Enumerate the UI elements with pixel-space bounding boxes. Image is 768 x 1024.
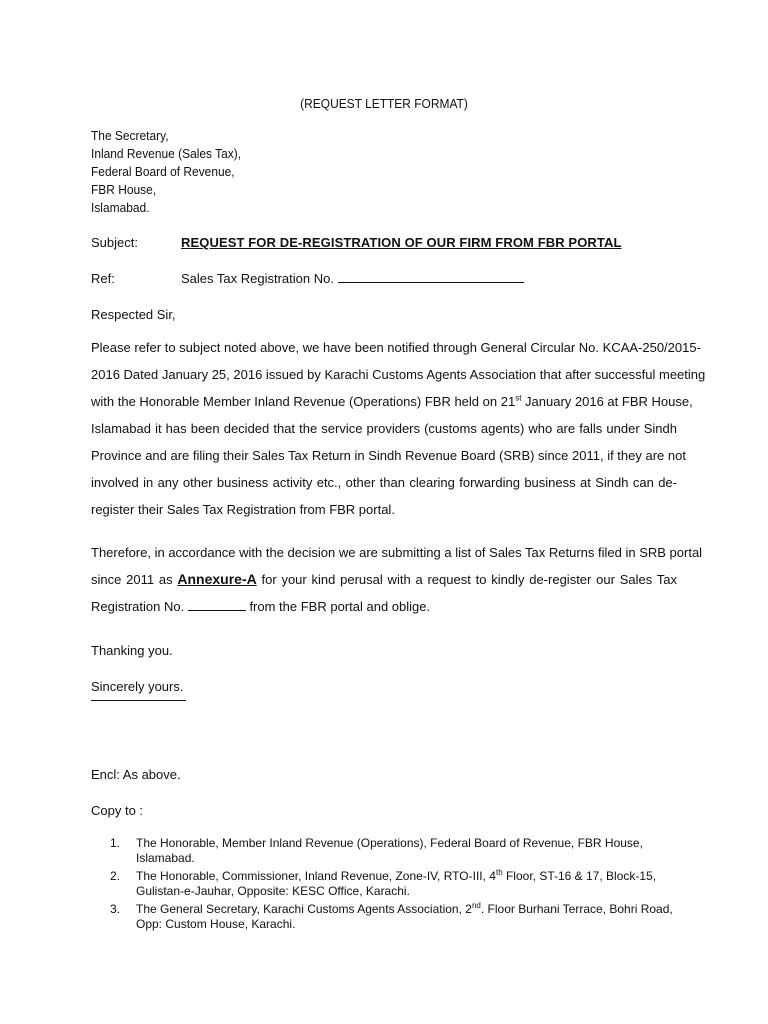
paragraph-1 xyxy=(91,334,706,523)
copy-list-item xyxy=(110,902,680,932)
para-text: Registration No. xyxy=(91,599,188,614)
para-text: with the Honorable Member Inland Revenue (Operations) FBR held on 21 xyxy=(91,394,516,409)
ref-blank-line xyxy=(338,271,524,283)
addressee-line: Inland Revenue (Sales Tax), xyxy=(91,146,242,161)
copy-list-item xyxy=(110,836,680,866)
subject-label: Subject: xyxy=(91,235,138,250)
enclosure-line: Encl: As above. xyxy=(91,767,181,782)
addressee-line: FBR House, xyxy=(91,182,157,197)
addressee-line: Islamabad. xyxy=(91,200,150,215)
para-line: Islamabad it has been decided that the service providers (customs agents) who are falls under Sindh xyxy=(91,421,677,436)
closing-line: Sincerely yours. xyxy=(91,679,184,694)
ref-text: Sales Tax Registration No. xyxy=(181,271,334,286)
annexure-link-text: Annexure-A xyxy=(177,571,257,587)
superscript: st xyxy=(515,393,522,403)
para-line: 2016 Dated January 25, 2016 issued by Karachi Customs Agents Association that after successful meeting xyxy=(91,367,706,382)
list-number: 1. xyxy=(110,836,121,850)
para-text: since 2011 as xyxy=(91,572,178,587)
copy-to-list xyxy=(110,836,680,935)
subject-row xyxy=(91,235,622,250)
para-line xyxy=(91,566,677,593)
list-text: The General Secretary, Karachi Customs Agents Association, 2 xyxy=(136,902,472,916)
para-line xyxy=(91,388,693,415)
list-number: 2. xyxy=(110,869,121,883)
para-text: for your kind perusal with a request to kindly de-register our Sales Tax xyxy=(256,572,677,587)
list-text: . Floor Burhani Terrace, Bohri Road, Opp: Custom House, Karachi. xyxy=(136,902,673,931)
para-line xyxy=(91,593,677,620)
addressee-block xyxy=(91,127,254,217)
superscript: nd xyxy=(471,901,481,910)
para-text: from the FBR portal and oblige. xyxy=(245,599,431,614)
addressee-line: Federal Board of Revenue, xyxy=(91,164,235,179)
subject-text: REQUEST FOR DE-REGISTRATION OF OUR FIRM FROM FBR PORTAL xyxy=(181,235,622,250)
list-text: The Honorable, Commissioner, Inland Revenue, Zone-IV, RTO-III, 4 xyxy=(136,869,496,883)
para-text: January 2016 at FBR House, xyxy=(521,394,693,409)
list-text: The Honorable, Member Inland Revenue (Operations), Federal Board of Revenue, FBR House, Islamabad. xyxy=(136,836,643,865)
thanks-line: Thanking you. xyxy=(91,643,173,658)
superscript: th xyxy=(495,868,503,877)
para-line: Province and are filing their Sales Tax Return in Sindh Revenue Board (SRB) since 2011, if they are not xyxy=(91,448,686,463)
para-line: register their Sales Tax Registration from FBR portal. xyxy=(91,502,395,517)
document-title: (REQUEST LETTER FORMAT) xyxy=(300,96,468,111)
paragraph-2 xyxy=(91,539,703,620)
list-number: 3. xyxy=(110,902,121,916)
para-line: involved in any other business activity etc., other than clearing forwarding business at Sindh can de- xyxy=(91,475,677,490)
para-line: Please refer to subject noted above, we have been notified through General Circular No. KCAA-250/2015- xyxy=(91,340,701,355)
addressee-line: The Secretary, xyxy=(91,128,169,143)
ref-label: Ref: xyxy=(91,271,115,286)
ref-row xyxy=(91,271,524,286)
copy-list-item xyxy=(110,869,680,899)
salutation: Respected Sir, xyxy=(91,307,176,322)
list-text: Floor, ST-16 & 17, Block-15, Gulistan-e-Jauhar, Opposite: KESC Office, Karachi. xyxy=(136,869,657,898)
signature-line xyxy=(91,700,186,701)
copy-to-heading: Copy to : xyxy=(91,803,144,818)
registration-blank-line xyxy=(188,599,246,611)
para-line: Therefore, in accordance with the decision we are submitting a list of Sales Tax Returns filed in SRB portal xyxy=(91,545,703,560)
